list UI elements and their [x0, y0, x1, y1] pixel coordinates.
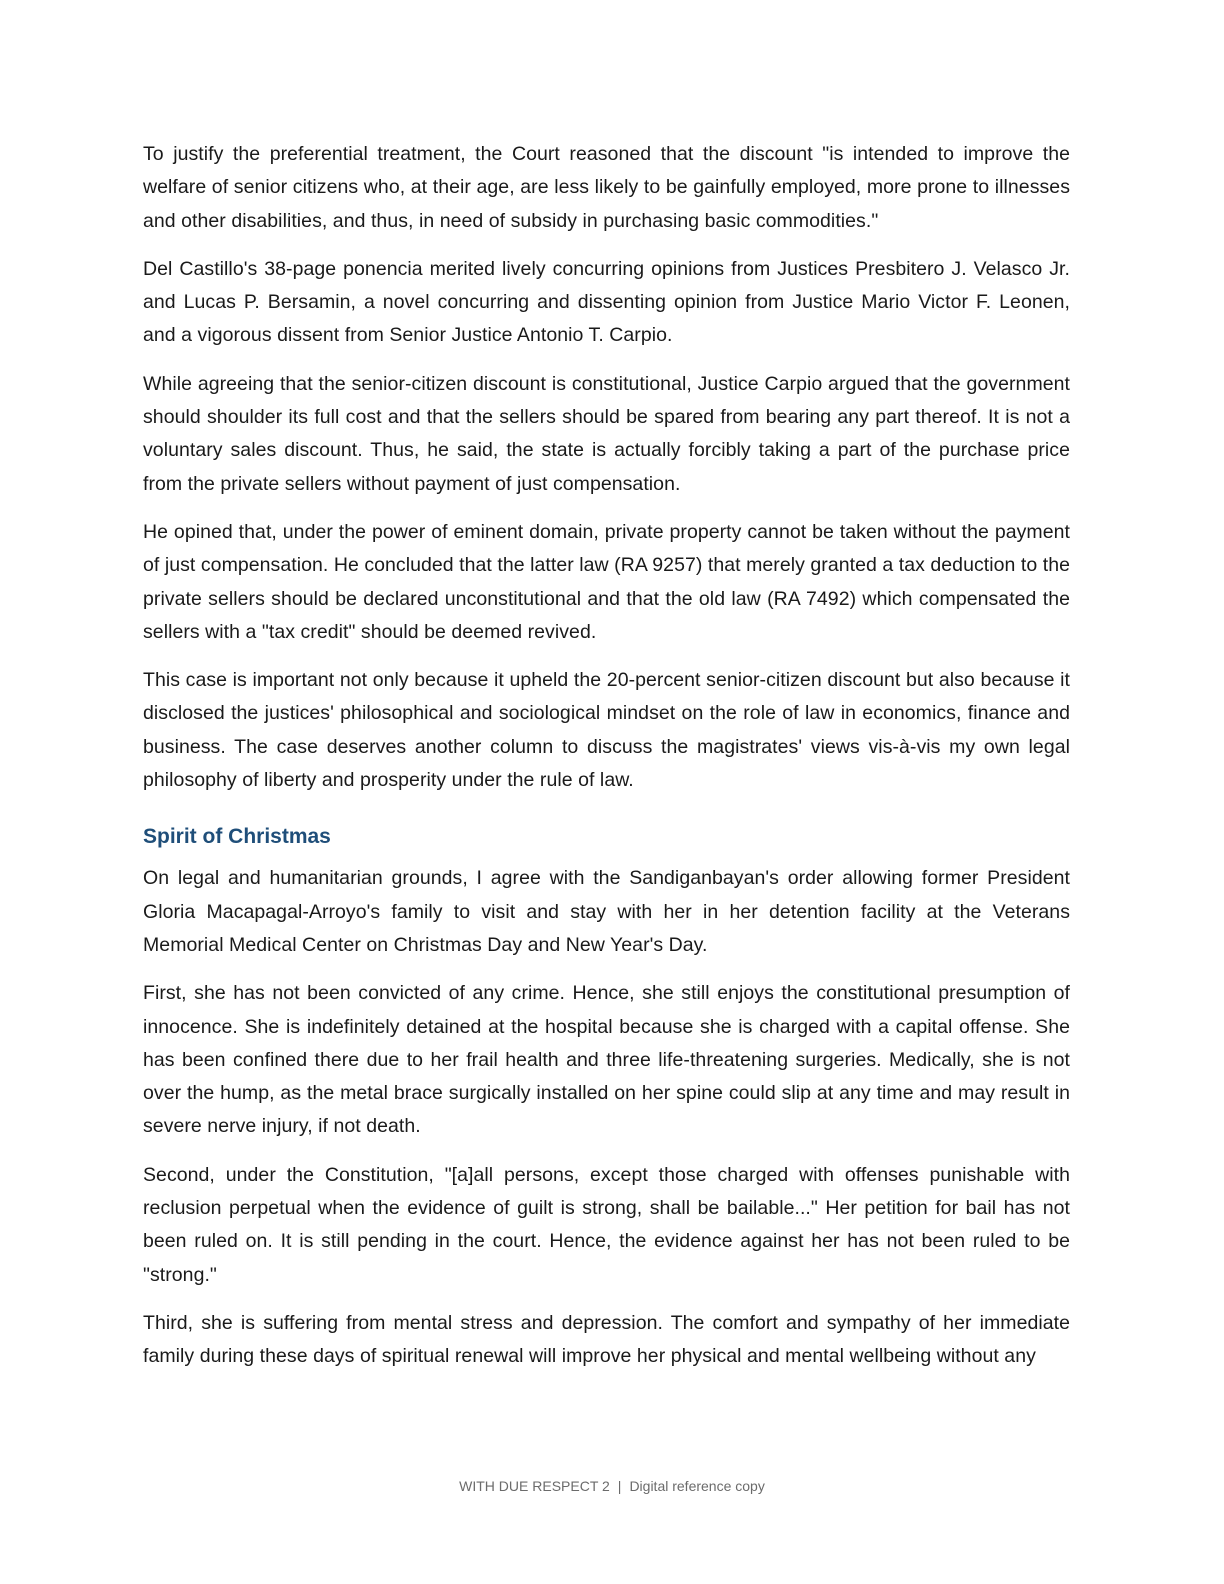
paragraph: First, she has not been convicted of any crime. Hence, she still enjoys the constitutional presumption of innocence. She is indefinitely detained at the hospital because she is charged with a capital offense. She has been confined there due to her frail health and three life-threatening surgeries. Medically, she is not over the hump, as the metal brace surgically installed on her spine could slip at any time and may result in severe nerve injury, if not death.	[143, 982, 1070, 1138]
section-heading: Spirit of Christmas	[143, 825, 331, 849]
paragraph: This case is important not only because it upheld the 20-percent senior-citizen discount but also because it disclosed the justices' philosophical and sociological mindset on the role of law in economics, finance and business. The case deserves another column to discuss the magistrates' views vis-à-vis my own legal philosophy of liberty and prosperity under the rule of law.	[143, 669, 1070, 792]
document-body	[143, 138, 1070, 1389]
paragraph: Del Castillo's 38-page ponencia merited lively concurring opinions from Justices Presbitero J. Velasco Jr. and Lucas P. Bersamin, a novel concurring and dissenting opinion from Justice Mario Victor F. Leonen, and a vigorous dissent from Senior Justice Antonio T. Carpio.	[143, 257, 1070, 347]
footer-title: WITH DUE RESPECT 2	[459, 1478, 610, 1494]
paragraph: On legal and humanitarian grounds, I agree with the Sandiganbayan's order allowing former President Gloria Macapagal-Arroyo's family to visit and stay with her in her detention facility at the Veterans Memorial Medical Center on Christmas Day and New Year's Day.	[143, 867, 1070, 956]
paragraph: To justify the preferential treatment, the Court reasoned that the discount "is intended to improve the welfare of senior citizens who, at their age, are less likely to be gainfully employed, more prone to illnesses and other disabilities, and thus, in need of subsidy in purchasing basic commodities."	[143, 143, 1070, 232]
page-footer	[0, 1478, 1224, 1494]
paragraph: Second, under the Constitution, "[a]all persons, except those charged with offenses punishable with reclusion perpetual when the evidence of guilt is strong, shall be bailable..." Her petition for bail has not been ruled on. It is still pending in the court. Hence, the evidence against her has not been ruled to be "strong."	[143, 1163, 1070, 1286]
paragraph: He opined that, under the power of eminent domain, private property cannot be taken without the payment of just compensation. He concluded that the latter law (RA 9257) that merely granted a tax deduction to the private sellers should be declared unconstitutional and that the old law (RA 7492) which compensated the sellers with a "tax credit" should be deemed revived.	[143, 520, 1070, 643]
paragraph: Third, she is suffering from mental stress and depression. The comfort and sympathy of her immediate family during these days of spiritual renewal will improve her physical and mental wellbeing without any	[143, 1311, 1070, 1368]
footer-note: Digital reference copy	[629, 1478, 765, 1494]
paragraph: While agreeing that the senior-citizen discount is constitutional, Justice Carpio argued that the government should shoulder its full cost and that the sellers should be spared from bearing any part thereof. It is not a voluntary sales discount. Thus, he said, the state is actually forcibly taking a part of the purchase price from the private sellers without payment of just compensation.	[143, 372, 1070, 495]
footer-separator: |	[617, 1478, 622, 1494]
